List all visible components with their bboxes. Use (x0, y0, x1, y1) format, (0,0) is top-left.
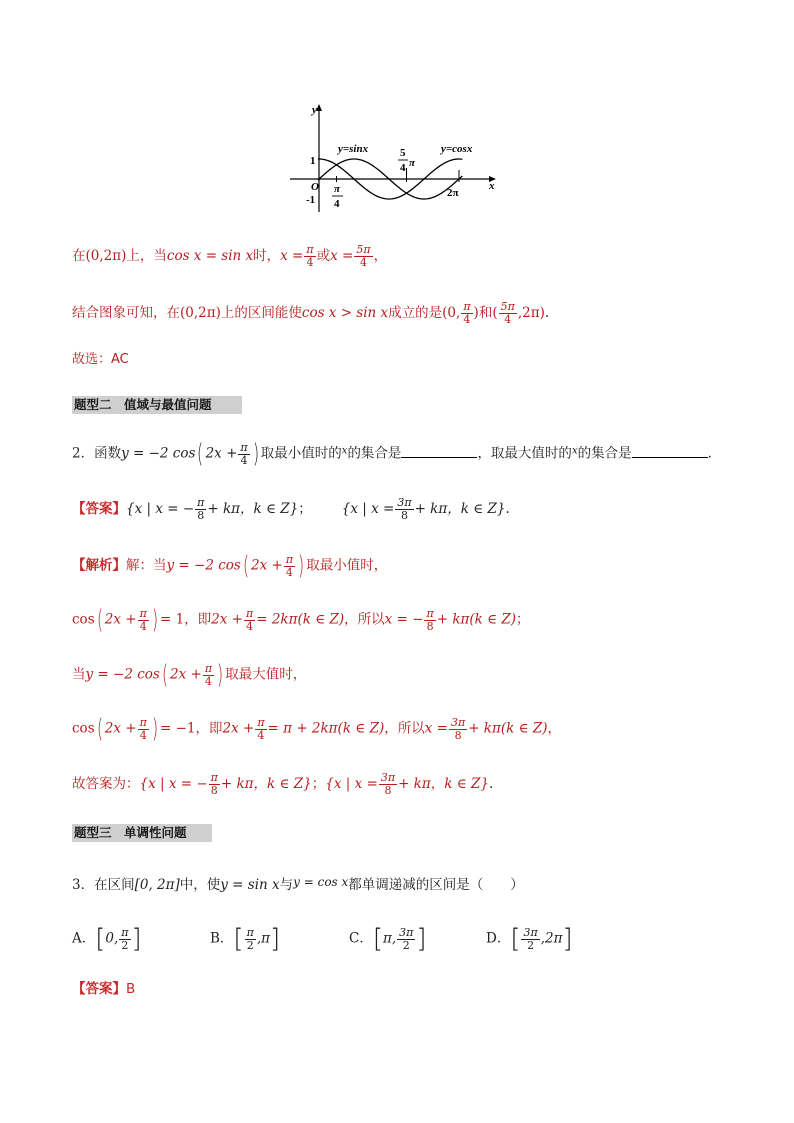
y-axis-label: y (312, 104, 317, 116)
set-expression: {x | x = − (126, 501, 195, 517)
text: 当 (72, 666, 86, 683)
text: 与 (279, 877, 294, 893)
text: ，所以 (384, 720, 425, 737)
text: ， (547, 720, 562, 737)
fraction: $\frac{3\pi}{2}$ (399, 925, 414, 952)
text: 故答案为： (72, 776, 140, 792)
cos-label: y=cosx (441, 143, 473, 155)
text: ，取最大值时的 (477, 445, 572, 462)
equation: y = −2 cos (85, 666, 160, 683)
fraction: $\frac{\pi}{8}$ (210, 771, 218, 797)
equation: 2x + (104, 611, 137, 628)
equation: x = (330, 248, 354, 264)
text: 2．函数 (72, 445, 122, 462)
text: 上的区间能使 (220, 305, 302, 321)
text: 成立的是 (388, 305, 443, 321)
interval-open: (0, (442, 305, 461, 321)
equation: x = − (384, 611, 424, 628)
interval: (0,2π) (85, 248, 127, 264)
variable: x (341, 445, 348, 457)
origin-label: O (311, 181, 319, 193)
pi4-den: 4 (334, 198, 340, 210)
text: . (544, 305, 550, 321)
two-pi-label: 2π (447, 187, 459, 199)
text: ，即 (195, 720, 223, 737)
text: . (707, 445, 712, 462)
solution-line-1 (72, 244, 387, 269)
sin-label: y=sinx (338, 143, 369, 155)
text: ； (516, 611, 530, 628)
option-label: C． (349, 930, 373, 947)
fraction: $\frac{\pi}{4}$ (246, 606, 254, 633)
y-axis-arrow (316, 104, 322, 111)
five-pi4-num: 5 (400, 147, 406, 159)
equation: 2x + (222, 720, 255, 737)
interval-open: ( (492, 305, 498, 321)
fraction: $\frac{3\pi}{8}$ (397, 496, 412, 522)
sin-cos-graph (286, 100, 500, 216)
text: ； (311, 776, 326, 792)
equation: 2x + (104, 720, 137, 737)
equation: 2x + (211, 611, 243, 628)
answer-blank-1[interactable] (401, 443, 477, 458)
equation: = π + 2kπ(k ∈ Z) (267, 720, 385, 737)
equation: x = (280, 248, 304, 264)
analysis-line-4: cos( 2x + $\frac{\pi}{4}$ ) = −1，即2x + $\frac{\pi}{4}$ = π + 2kπ(k ∈ Z)，所以x = $\frac{3\pi}{8}$ + kπ(k ∈ Z)， (72, 714, 562, 744)
question-3 (72, 872, 524, 895)
text: ，即 (184, 611, 212, 628)
interval: [0, 2π] (134, 877, 180, 893)
function: y = sin x (220, 877, 280, 893)
text: 取最小值时， (306, 557, 388, 574)
function: y = cos x (293, 875, 349, 889)
function: cos (72, 611, 95, 628)
equation: x = (424, 720, 448, 737)
set-expression: {x | x = − (139, 776, 208, 792)
equation: = 2kπ(k ∈ Z) (256, 611, 345, 628)
text: 3．在区间 (72, 877, 135, 893)
analysis-line-2: cos( 2x + $\frac{\pi}{4}$ ) = 1，即2x + $\frac{\pi}{4}$ = 2kπ(k ∈ Z)，所以x = − $\frac{\pi}{8}$ + kπ(k ∈ Z)； (72, 605, 530, 635)
interval: π, (383, 930, 397, 947)
set-expression: {x | x = (325, 776, 378, 792)
section-heading-2: 题型二 值域与最值问题 (72, 396, 242, 414)
interval-close: ,2π) (517, 305, 545, 321)
inequality: cos x > sin x (301, 305, 389, 321)
text: 解：当 (126, 557, 167, 574)
analysis-line-5 (72, 772, 493, 797)
set-expression: + kπ，k ∈ Z} (398, 776, 489, 792)
interval: ,π (256, 930, 270, 947)
fraction: $\frac{\pi}{8}$ (197, 496, 205, 522)
text: . (488, 776, 494, 792)
fraction: $\frac{\pi}{4}$ (257, 715, 265, 742)
fraction: $\frac{3\pi}{8}$ (450, 715, 466, 742)
text: 结合图象可知，在 (72, 305, 180, 321)
text: 的集合是 (347, 445, 402, 462)
text: 的集合是 (577, 445, 632, 462)
text: 时， (253, 248, 281, 264)
equation: y = −2 cos (121, 445, 196, 462)
variable: x (571, 445, 578, 457)
text: 取最大值时， (225, 666, 307, 683)
answer-value: B (126, 981, 136, 997)
tick-label-1: 1 (310, 155, 316, 167)
fraction: $\frac{\pi}{8}$ (426, 606, 434, 633)
text: 或 (316, 248, 331, 264)
analysis-line-1: 【解析】解：当y = −2 cos( 2x + $\frac{\pi}{4}$ ) 取最小值时， (72, 551, 388, 581)
text: 上，当 (126, 248, 167, 264)
fraction: $\frac{3\pi}{8}$ (380, 771, 396, 797)
text: ，所以 (344, 611, 385, 628)
tick-label-neg1: -1 (306, 194, 316, 206)
set-expression: + kπ，k ∈ Z} (207, 501, 299, 517)
interval: 0, (105, 930, 119, 947)
x-axis-label: x (489, 180, 495, 192)
text: 和 (478, 305, 493, 321)
equation: + kπ(k ∈ Z) (436, 611, 517, 628)
text: 在 (72, 248, 86, 264)
question-2: 2．函数y = −2 cos( 2x + $\frac{\pi}{4}$ ) 取最小值时的$^x$的集合是 ，取最大值时的$^x$的集合是 . (72, 439, 712, 469)
fraction: $\frac{\pi}{4}$ (306, 243, 314, 269)
equation: = 1 (159, 611, 185, 628)
set-expression: + kπ，k ∈ Z} (414, 501, 506, 517)
option-a[interactable]: A．[0, $\frac{\pi}{2}$ ] (72, 924, 142, 954)
fraction: $\frac{\pi}{2}$ (246, 925, 254, 952)
answer-3 (72, 979, 135, 999)
text: ； (298, 501, 312, 517)
set-expression: {x | x = (341, 501, 395, 517)
fraction: $\frac{\pi}{4}$ (139, 715, 147, 742)
option-label: A． (72, 930, 96, 947)
analysis-line-3: 当y = −2 cos( 2x + $\frac{\pi}{4}$ ) 取最大值时， (72, 660, 307, 690)
option-label: D． (486, 930, 511, 947)
answer-2 (72, 497, 510, 522)
set-expression: + kπ，k ∈ Z} (220, 776, 312, 792)
answer-1: 故选：AC (72, 352, 129, 367)
option-c[interactable]: C．[π, $\frac{3\pi}{2}$ ] (349, 924, 427, 954)
answer-label: 【答案】 (72, 981, 126, 997)
answer-blank-2[interactable] (632, 443, 708, 458)
fraction: $\frac{3\pi}{2}$ (523, 925, 538, 952)
pi4-num: π (334, 183, 341, 195)
answer-label: 【答案】 (72, 501, 126, 517)
text: 取最小值时的 (260, 445, 342, 462)
option-d[interactable]: D．[ $\frac{3\pi}{2}$ ,2π] (486, 924, 573, 954)
section-heading-3: 题型三 单调性问题 (72, 824, 212, 842)
fraction: $\frac{\pi}{4}$ (463, 300, 471, 326)
interval-close: ) (473, 305, 479, 321)
five-pi4-pi: π (409, 157, 416, 169)
fraction: $\frac{\pi}{4}$ (240, 440, 248, 467)
five-pi4-den: 4 (400, 162, 406, 174)
fraction: $\frac{5\pi}{4}$ (500, 300, 515, 326)
analysis-label: 【解析】 (72, 557, 126, 574)
fraction: $\frac{5\pi}{4}$ (356, 243, 371, 269)
text: ， (373, 248, 388, 264)
interval: (0,2π) (180, 305, 221, 321)
fraction: $\frac{\pi}{4}$ (204, 661, 213, 688)
fraction: $\frac{\pi}{4}$ (139, 606, 147, 633)
option-b[interactable]: B．[ $\frac{\pi}{2}$ ,π] (210, 924, 281, 954)
equation: 2x + (205, 445, 238, 462)
equation: y = −2 cos (166, 557, 241, 574)
text: 中，使 (179, 877, 221, 893)
equation: 2x + (170, 666, 202, 683)
function: cos (72, 720, 95, 737)
equation: 2x + (251, 557, 283, 574)
interval: ,2π (540, 930, 563, 947)
equation: = −1 (159, 720, 196, 737)
text: . (505, 501, 510, 517)
fraction: $\frac{\pi}{2}$ (121, 925, 129, 952)
solution-line-2 (72, 301, 549, 326)
fraction: $\frac{\pi}{4}$ (285, 552, 294, 579)
text: 都单调递减的区间是（ ） (348, 877, 524, 893)
equation: + kπ(k ∈ Z) (468, 720, 548, 737)
equation: cos x = sin x (166, 248, 254, 264)
option-label: B． (210, 930, 234, 947)
